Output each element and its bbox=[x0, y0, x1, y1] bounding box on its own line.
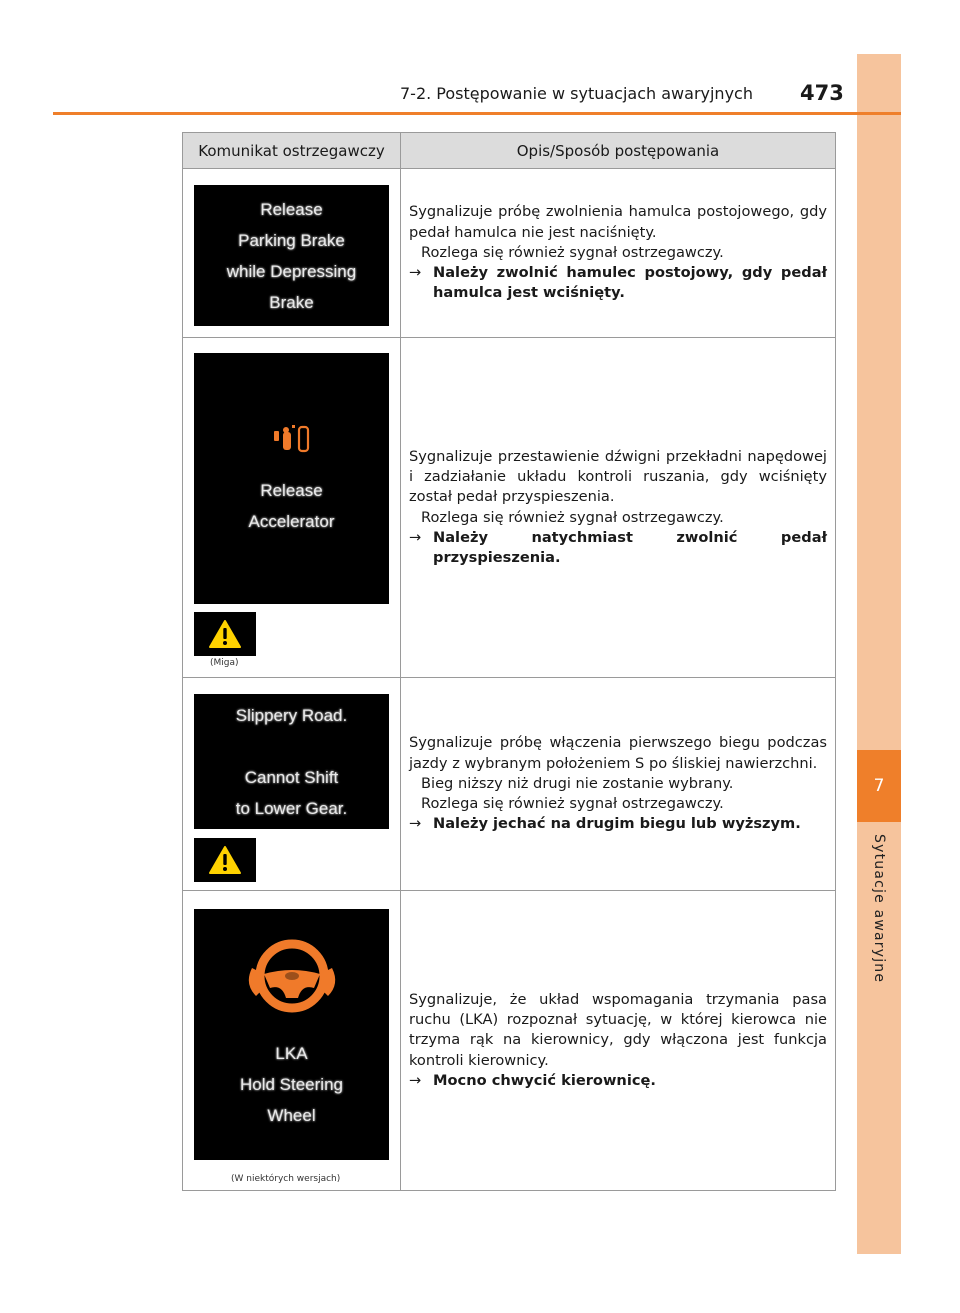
action-text: Należy jechać na drugim biegu lub wyższym. bbox=[433, 815, 801, 833]
section-title: 7-2. Postępowanie w sytuacjach awaryjnych bbox=[400, 84, 753, 103]
description-cell bbox=[401, 338, 836, 678]
chapter-side-tab bbox=[857, 54, 901, 1254]
description-cell bbox=[401, 891, 836, 1191]
display-text-line: Hold Steering bbox=[239, 1075, 343, 1094]
arrow-icon: → bbox=[409, 528, 422, 546]
description-text: Sygnalizuje, że układ wspomagania trzymania pasa ruchu (LKA) rozpoznał sytuację, w której kierowca nie trzyma rąk na kierownicy, gdy włączona jest funkcja kontroli kierownicy. bbox=[409, 990, 827, 1069]
display-screen bbox=[194, 353, 389, 604]
foot-pedal-icon bbox=[272, 421, 312, 457]
master-warning-indicator bbox=[194, 612, 256, 656]
display-text-line: Release bbox=[260, 199, 323, 219]
action-line bbox=[409, 528, 827, 568]
display-screen bbox=[194, 909, 389, 1160]
steering-wheel-hands-icon bbox=[242, 938, 342, 1018]
display-text-line: Slippery Road. bbox=[235, 705, 348, 725]
master-warning-indicator bbox=[194, 838, 256, 882]
description-note: Rozlega się również sygnał ostrzegawczy. bbox=[421, 243, 724, 261]
page-number: 473 bbox=[800, 81, 844, 105]
table-row bbox=[183, 338, 836, 678]
message-display-cell bbox=[183, 169, 401, 338]
description-note: Rozlega się również sygnał ostrzegawczy. bbox=[421, 795, 724, 813]
display-text-line: Brake bbox=[269, 292, 314, 312]
message-display-cell bbox=[183, 891, 401, 1191]
display-text-line: Accelerator bbox=[248, 511, 335, 531]
message-display-cell bbox=[183, 678, 401, 891]
table-row bbox=[183, 678, 836, 891]
action-line bbox=[409, 263, 827, 303]
action-text: Należy zwolnić hamulec postojowy, gdy pedał hamulca jest wciśnięty. bbox=[433, 264, 827, 302]
action-text: Mocno chwycić kierownicę. bbox=[433, 1071, 656, 1089]
arrow-icon: → bbox=[409, 264, 422, 282]
warning-triangle-icon bbox=[208, 619, 242, 649]
action-line bbox=[409, 814, 827, 834]
display-text-line: LKA bbox=[275, 1044, 308, 1063]
action-line bbox=[409, 1071, 827, 1091]
header-divider bbox=[53, 112, 901, 115]
table-row bbox=[183, 891, 836, 1191]
display-screen bbox=[194, 694, 389, 829]
description-text: Sygnalizuje przestawienie dźwigni przekładni napędowej i zadziałanie układu kontroli ruszania, gdy wciśnięty został pedał przyspieszenia. bbox=[409, 447, 827, 506]
display-text-line: while Depressing bbox=[226, 261, 357, 281]
warning-messages-table bbox=[182, 132, 836, 1191]
display-text-line: to Lower Gear. bbox=[235, 798, 348, 818]
display-screen bbox=[194, 185, 389, 326]
description-text: Sygnalizuje próbę zwolnienia hamulca postojowego, gdy pedał hamulca nie jest naciśnięty. bbox=[409, 203, 827, 241]
description-cell bbox=[401, 678, 836, 891]
arrow-icon: → bbox=[409, 815, 422, 833]
indicator-caption: (Miga) bbox=[210, 658, 239, 668]
version-caption: (W niektórych wersjach) bbox=[231, 1174, 341, 1184]
description-note: Bieg niższy niż drugi nie zostanie wybrany. bbox=[421, 774, 734, 792]
warning-triangle-icon bbox=[208, 845, 242, 875]
chapter-number: 7 bbox=[857, 750, 901, 822]
table-row bbox=[183, 169, 836, 338]
column-header-message: Komunikat ostrzegawczy bbox=[183, 133, 401, 169]
display-text-line: Release bbox=[260, 480, 323, 500]
action-text: Należy natychmiast zwolnić pedał przyspieszenia. bbox=[433, 528, 827, 566]
display-text-line: Cannot Shift bbox=[244, 767, 339, 787]
chapter-title: Sytuacje awaryjne bbox=[871, 834, 887, 984]
arrow-icon: → bbox=[409, 1071, 422, 1089]
description-text: Sygnalizuje próbę włączenia pierwszego biegu podczas jazdy z wybranym położeniem S po śliskiej nawierzchni. bbox=[409, 734, 827, 772]
display-text-line: Parking Brake bbox=[238, 230, 345, 250]
description-cell bbox=[401, 169, 836, 338]
column-header-description: Opis/Sposób postępowania bbox=[401, 133, 836, 169]
description-note: Rozlega się również sygnał ostrzegawczy. bbox=[421, 508, 724, 526]
display-text-line: Wheel bbox=[267, 1106, 316, 1125]
message-display-cell bbox=[183, 338, 401, 678]
